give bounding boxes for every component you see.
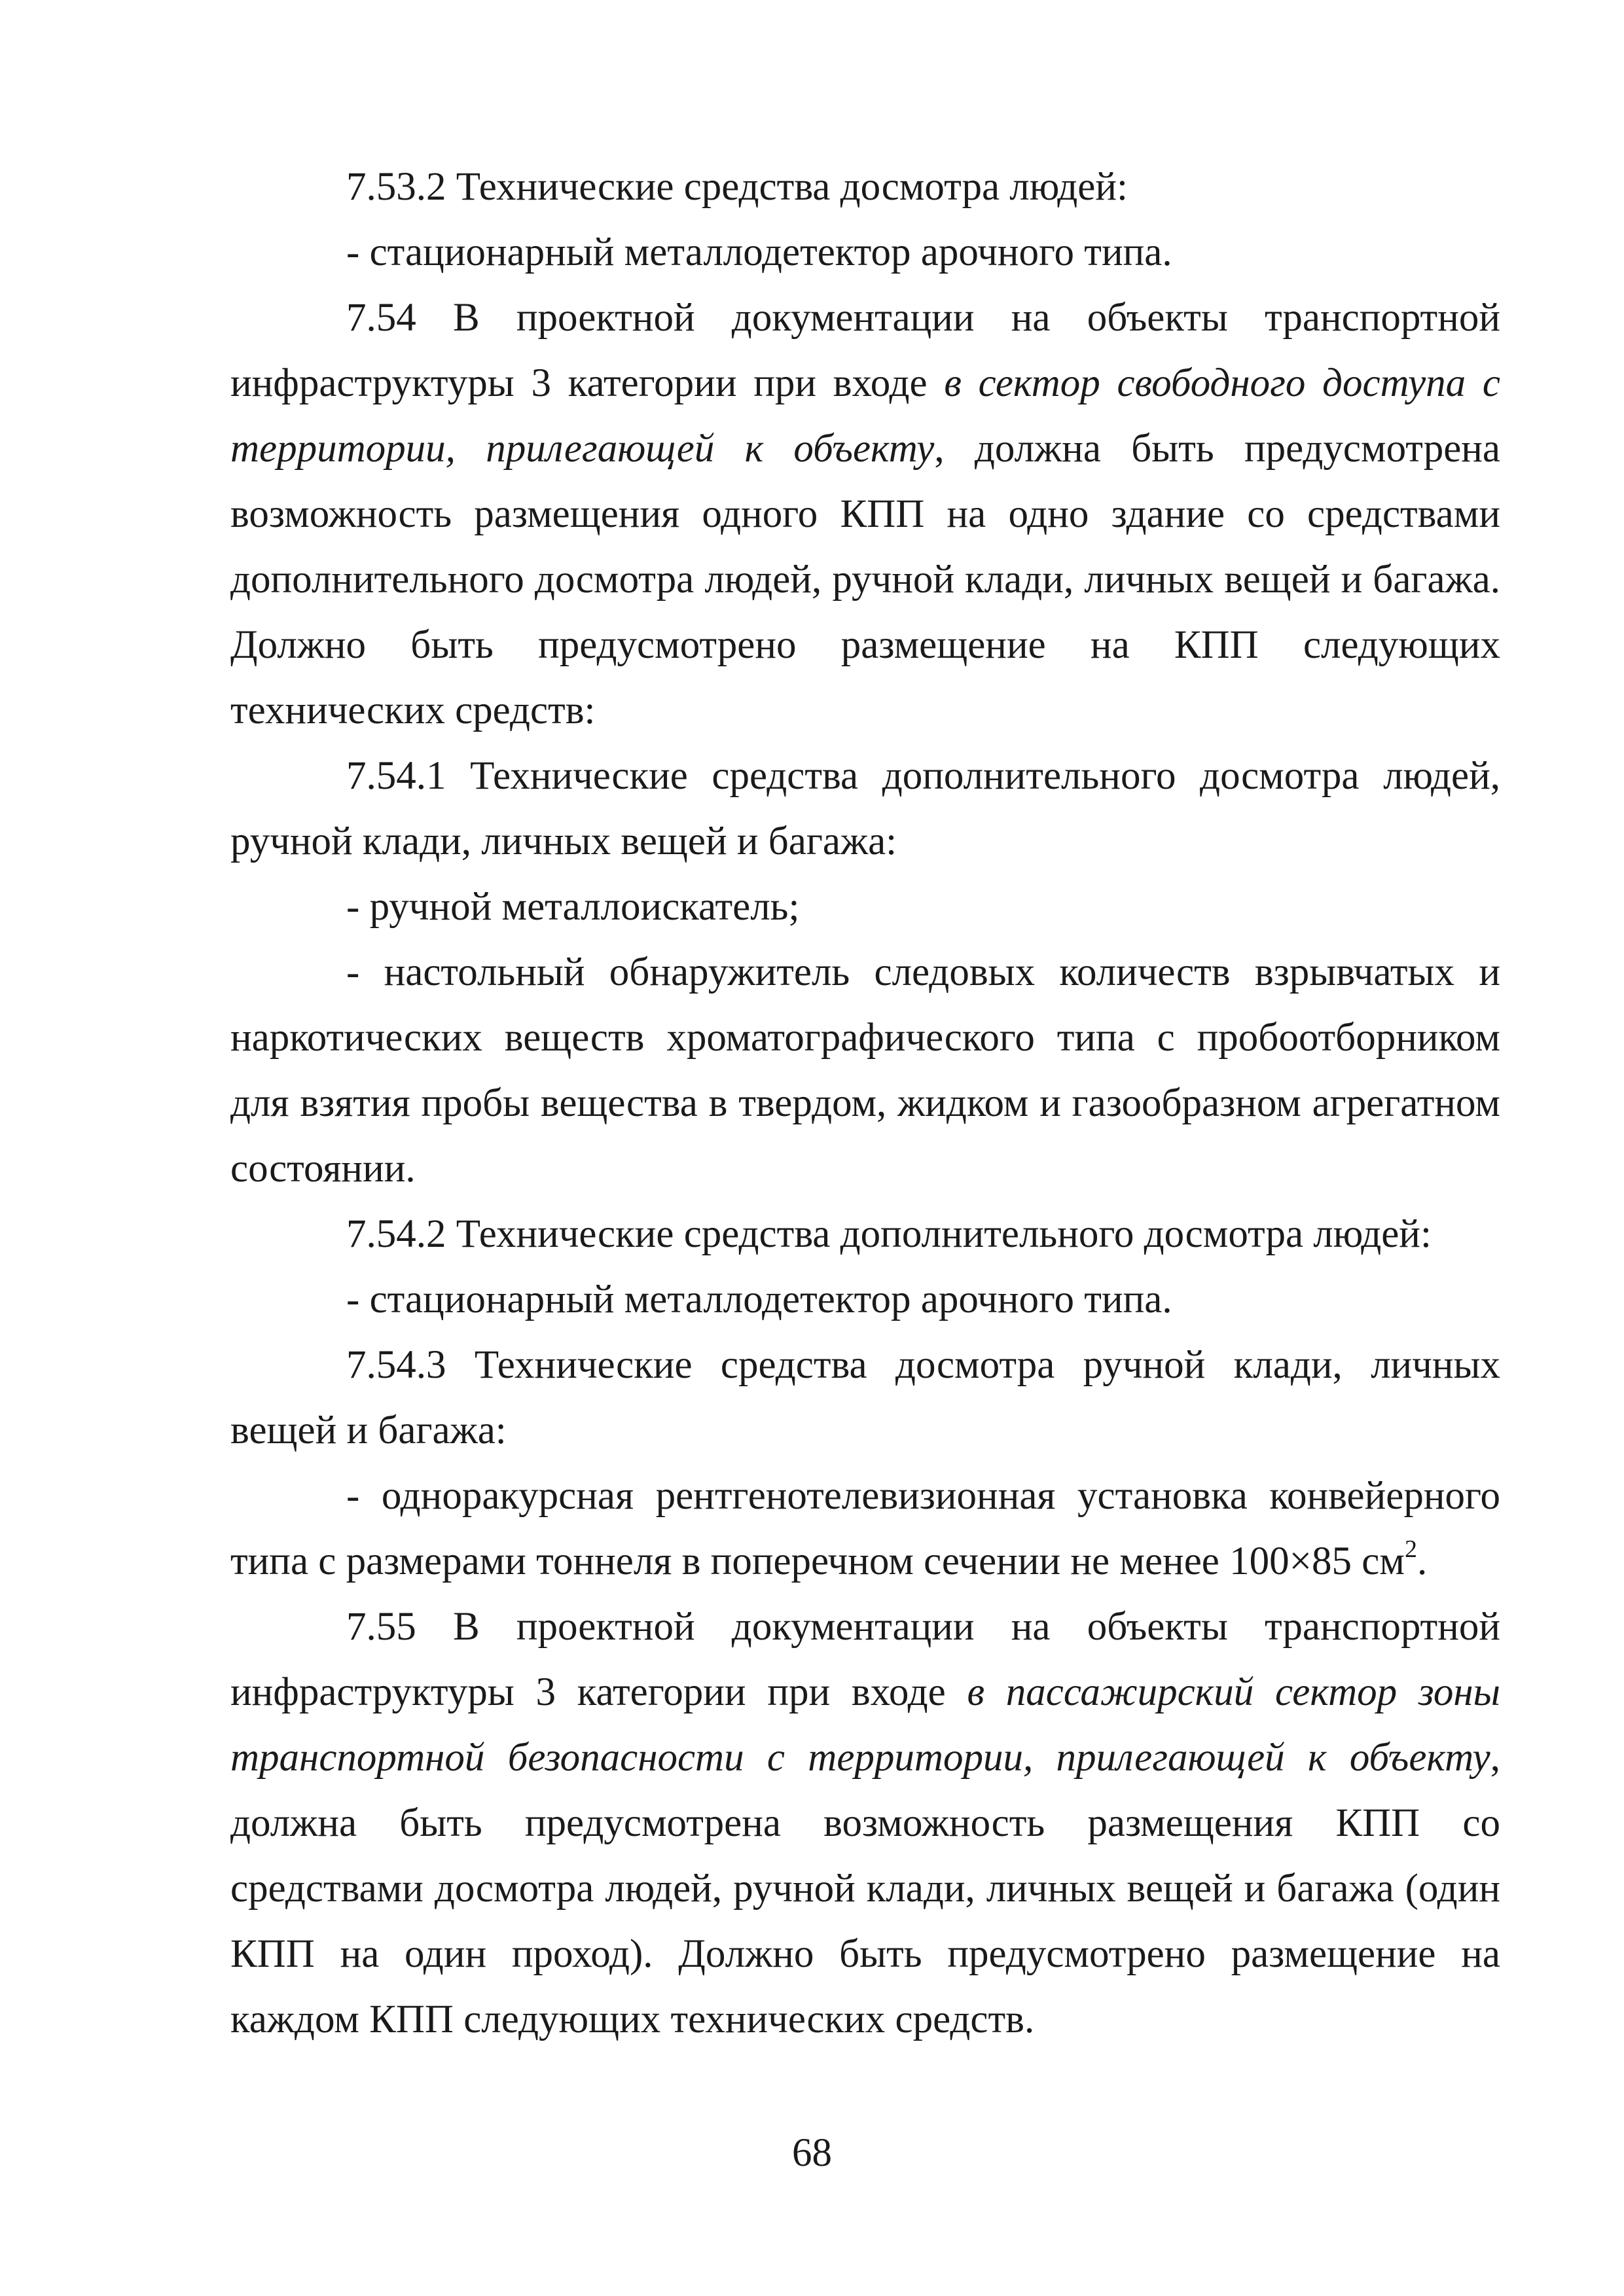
paragraph-text: 7.55 В проектной документации на объекты транспортной инфраструктуры 3 категории при входе	[230, 1605, 1500, 1714]
list-item-arch-metal-detector-2: - стационарный металлодетектор арочного типа.	[346, 1278, 1172, 1321]
paragraph-7-54-1: 7.54.1 Технические средства дополнительного досмотра людей, ручной клади, личных вещей и багажа:	[230, 754, 1500, 863]
list-item-trace-detector: - настольный обнаружитель следовых количеств взрывчатых и наркотических веществ хроматографического типа с пробоотборником для взятия пробы вещества в твердом, жидком и газообразном агрегатном состоянии.	[230, 950, 1500, 1191]
paragraph-7-55	[230, 1594, 1500, 2053]
paragraph-text: - однopакурсная рентгенотелевизионная установка конвейерного типа с размерами тоннеля в поперечном сечении не менее 100×85 см	[230, 1474, 1500, 1583]
italic-emphasis: в пассажирский сектор зоны транспортной безопасности с территории, прилегающей к объекту	[230, 1670, 1500, 1780]
document-body	[230, 154, 1500, 2053]
list-item-arch-metal-detector: - стационарный металлодетектор арочного типа.	[346, 230, 1172, 274]
paragraph-7-54-3: 7.54.3 Технические средства досмотра ручной клади, личных вещей и багажа:	[230, 1343, 1500, 1452]
paragraph-text: .	[1416, 1539, 1428, 1583]
paragraph-7-54-2: 7.54.2 Технические средства дополнительного досмотра людей:	[346, 1212, 1432, 1256]
paragraph-text: , должна быть предусмотрена возможность размещения КПП со средствами досмотра людей, ручной клади, личных вещей и багажа (один КПП на один проход). Должно быть предусмотрено размещение на каждом КПП следующих технических средств.	[230, 1736, 1500, 2041]
list-item-xray-installation	[230, 1463, 1500, 1594]
page-number: 68	[792, 2131, 832, 2175]
paragraph-7-53-2: 7.53.2 Технические средства досмотра людей:	[346, 165, 1128, 209]
superscript: 2	[1404, 1535, 1417, 1563]
italic-emphasis: в сектор свободного доступа с территории, прилегающей к объекту	[230, 361, 1500, 471]
list-item-hand-metal-detector: - ручной металлоискатель;	[346, 885, 800, 929]
paragraph-7-54	[230, 285, 1500, 744]
paragraph-text: , должна быть предусмотрена возможность размещения одного КПП на одно здание со средствами дополнительного досмотра людей, ручной клади, личных вещей и багажа. Должно быть предусмотрено размещение на КПП следующих технических средств:	[230, 427, 1500, 732]
paragraph-text: 7.54 В проектной документации на объекты транспортной инфраструктуры 3 категории при входе	[230, 296, 1500, 405]
